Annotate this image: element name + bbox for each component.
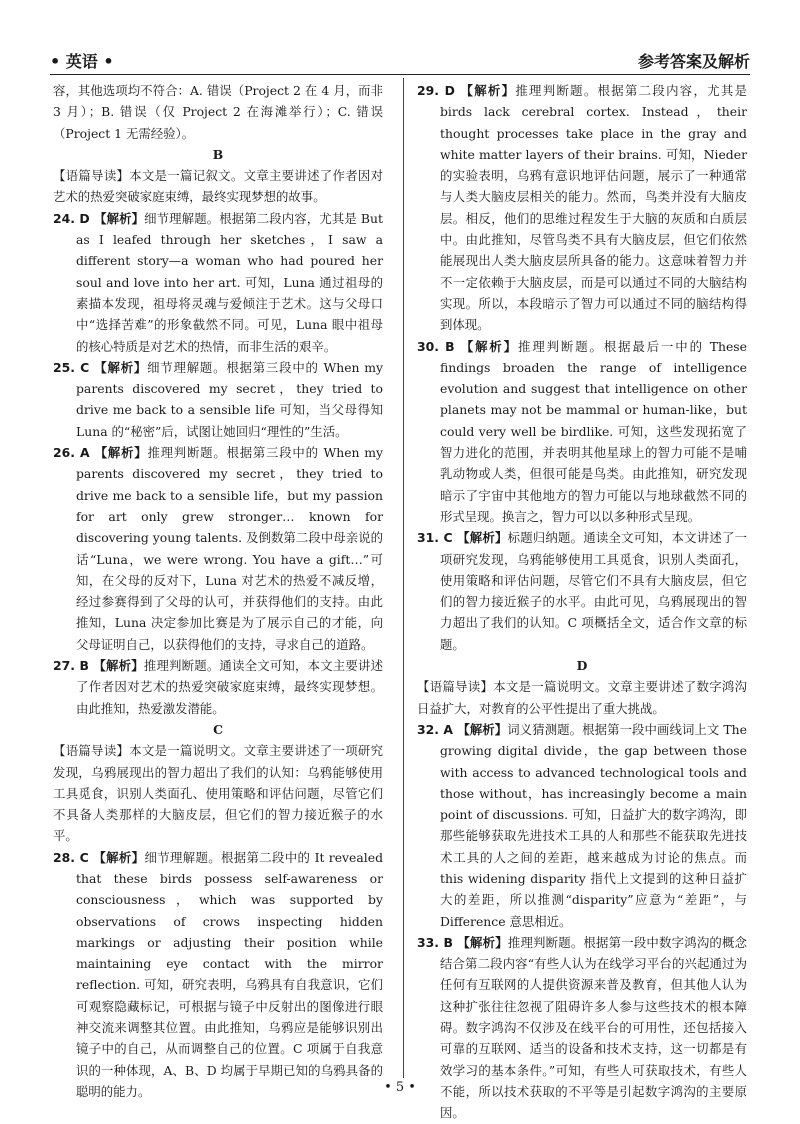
- header-rule: [50, 74, 750, 75]
- answer-26-text: 推理判断题。根据第三段中的 When my parents discovered my secret，they tried to drive me back to a sensible life，but my passion for art only grew stronger… known for discovering young talents. 及倒数第二段中母亲说的话“Luna，we were wrong. You have a gift…”可知，在父母的反对下，Luna 对艺术的热爱不减反增，经过参赛得到了父母的认可，并获得他们的支持。由此推知，Luna 决定参加比赛是为了展示自己的才能，向父母证明自己，以获得他们的支持，寻求自己的道路。: [76, 445, 383, 652]
- answer-27-text: 推理判断题。通读全文可知，本文主要讲述了作者因对艺术的热爱突破家庭束缚，最终实现梦想。由此推知，热爱激发潜能。: [76, 658, 384, 716]
- answer-27-label: 27. B 【解析】: [53, 658, 144, 674]
- section-title: 参考答案及解析: [637, 52, 750, 71]
- answer-29: [417, 80, 747, 336]
- page-number: • 5 •: [384, 1080, 416, 1095]
- answer-31-text: 标题归纳题。通读全文可知，本文讲述了一项研究发现，乌鸦能够使用工具觅食，识别人类面孔，使用策略和评估问题，尽管它们不具有大脑皮层，但它们的智力接近猴子的水平。由此可见，乌鸦展现出的智力超出了我们的认知。C 项概括全文，适合作文章的标题。: [440, 530, 748, 652]
- section-d-heading: D: [576, 658, 588, 674]
- section-c-heading: C: [213, 721, 223, 737]
- answer-28-text: 细节理解题。根据第二段中的 It revealed that these birds possess self-awareness or consciousness，which was supported by observations of crows inspecting hidden markings or adjusting their position while maintaining eye contact with the mirror reflection. 可知，研究表明，乌鸦具有自我意识，它们可观察隐藏标记，可根据与镜子中反射出的图像进行眼神交流来调整其位置。由此推知，乌鸦应是能够识别出镜子中的自己，从而调整自己的位置。C 项属于自我意识的一种体现，A、B、D 均属于早期已知的乌鸦具备的聪明的能力。: [76, 849, 383, 1099]
- intro-b: 【语篇导读】本文是一篇记叙文。文章主要讲述了作者因对艺术的热爱突破家庭束缚，最终实现梦想的故事。: [53, 168, 383, 205]
- answer-32: [417, 719, 747, 932]
- answer-32-label: 32. A 【解析】: [417, 721, 508, 737]
- answer-27: [53, 655, 383, 719]
- right-column: [417, 80, 747, 1124]
- answer-31: [417, 527, 747, 655]
- answer-24-text: 细节理解题。根据第二段内容，尤其是 But as I leafed through her sketches，I saw a different story—a woman who had poured her soul and love into her art. 可知，Luna 通过祖母的素描本发现，祖母将灵魂与爱倾注于艺术。这与父母口中“选择苦难”的形象截然不同。可见，Luna 眼中祖母的核心特质是对艺术的热情，而非生活的艰辛。: [76, 210, 383, 354]
- intro-d: 【语篇导读】本文是一篇说明文。文章主要讲述了数字鸿沟日益扩大，对教育的公平性提出了重大挑战。: [417, 679, 747, 716]
- answer-25-text: 细节理解题。根据第三段中的 When my parents discovered my secret，they tried to drive me back to a sensible life 可知，当父母得知 Luna 的“秘密”后，试图让她回归“理性的”生活。: [76, 359, 384, 439]
- answer-26-label: 26. A 【解析】: [53, 445, 148, 461]
- answer-33-text: 推理判断题。根据第一段中数字鸿沟的概念结合第二段内容“有些人认为在线学习平台的兴起通过为任何有互联网的人提供资源来普及教育，但其他人认为这种扩张往往忽视了阻碍许多人参与这些技术的根本障碍。数字鸿沟不仅涉及在线平台的可用性，还包括接入可靠的互联网、适当的设备和技术支持，这一切都是有效学习的基本条件。”可知，有些人可获取技术，有些人不能，所以技术获取的不平等是引起数字鸿沟的主要原因。: [440, 934, 748, 1121]
- answer-30-text: 推理判断题。根据最后一中的 These findings broaden the range of intelligence evolution and suggest that intelligence on other planets may not be mammal or human-like，but could very well be birdlike. 可知，这些发现拓宽了智力进化的范围，并表明其他星球上的智力可能不是哺乳动物或人类，但很可能是鸟类。由此推知，研究发现暗示了宇宙中其他地方的智力可能以与地球截然不同的形式呈现。换言之，智力可以以多种形式呈现。: [440, 338, 747, 524]
- continued-paragraph: 容，其他选项均不符合：A. 错误（Project 2 在 4 月，而非 3 月）；B. 错误（仅 Project 2 在海滩举行）；C. 错误（Project 1 无需经验）。: [53, 83, 383, 141]
- answer-25: [53, 357, 383, 442]
- answer-33-label: 33. B 【解析】: [417, 934, 508, 950]
- intro-c: 【语篇导读】本文是一篇说明文。文章主要讲述了一项研究发现，乌鸦展现出的智力超出了我们的认知：乌鸦能够使用工具觅食，识别人类面孔、使用策略和评估问题，尽管它们不具备人类那样的大脑皮层，但它们的智力接近猴子的水平。: [53, 743, 383, 844]
- answer-28-label: 28. C 【解析】: [53, 849, 145, 865]
- answer-28: [53, 847, 383, 1103]
- left-column: [53, 80, 383, 1102]
- answer-29-label: 29. D 【解析】: [417, 83, 516, 98]
- answer-30: [417, 336, 747, 528]
- answer-32-text: 词义猜测题。根据第一段中画线词上文 The growing digital divide，the gap between those with access to advanced technological tools and those without，has increasingly become a main point of discussions. 可知，日益扩大的数字鸿沟，即那些能够获取先进技术工具的人和那些不能获取先进技术工具的人之间的差距，越来越成为讨论的焦点。而 this widening disparity 指代上文提到的这种日益扩大的差距，所以推测“disparity”应意为“差距”，与 Difference 意思相近。: [440, 721, 747, 929]
- answer-26: [53, 442, 383, 655]
- section-b-heading: B: [212, 146, 224, 162]
- column-divider: [403, 78, 404, 1078]
- answer-25-label: 25. C 【解析】: [53, 359, 148, 375]
- answer-30-label: 30. B 【解析】: [417, 338, 519, 354]
- answer-24: [53, 208, 383, 357]
- answer-24-label: 24. D 【解析】: [53, 210, 145, 226]
- answer-29-text: 推理判断题。根据第二段内容，尤其是 birds lack cerebral cortex. Instead，their thought processes take place in the gray and white matter layers of their brains. 可知，Nieder 的实验表明，乌鸦有意识地评估问题，展示了一种通常与人类大脑皮层相关的能力。然而，鸟类并没有大脑皮层。相反，他们的思维过程发生于大脑的灰质和白质层中。由此推知，尽管鸟类不具有大脑皮层，但它们依然能展现出人类大脑皮层所具备的能力。这意味着智力并不一定依赖于大脑皮层，而是可以通过不同的大脑结构实现。所以，本段暗示了智力可以通过不同的脑结构得到体现。: [440, 83, 748, 333]
- subject-label: • 英语 •: [50, 52, 114, 71]
- answer-31-label: 31. C 【解析】: [417, 530, 508, 546]
- page-header: [50, 48, 750, 72]
